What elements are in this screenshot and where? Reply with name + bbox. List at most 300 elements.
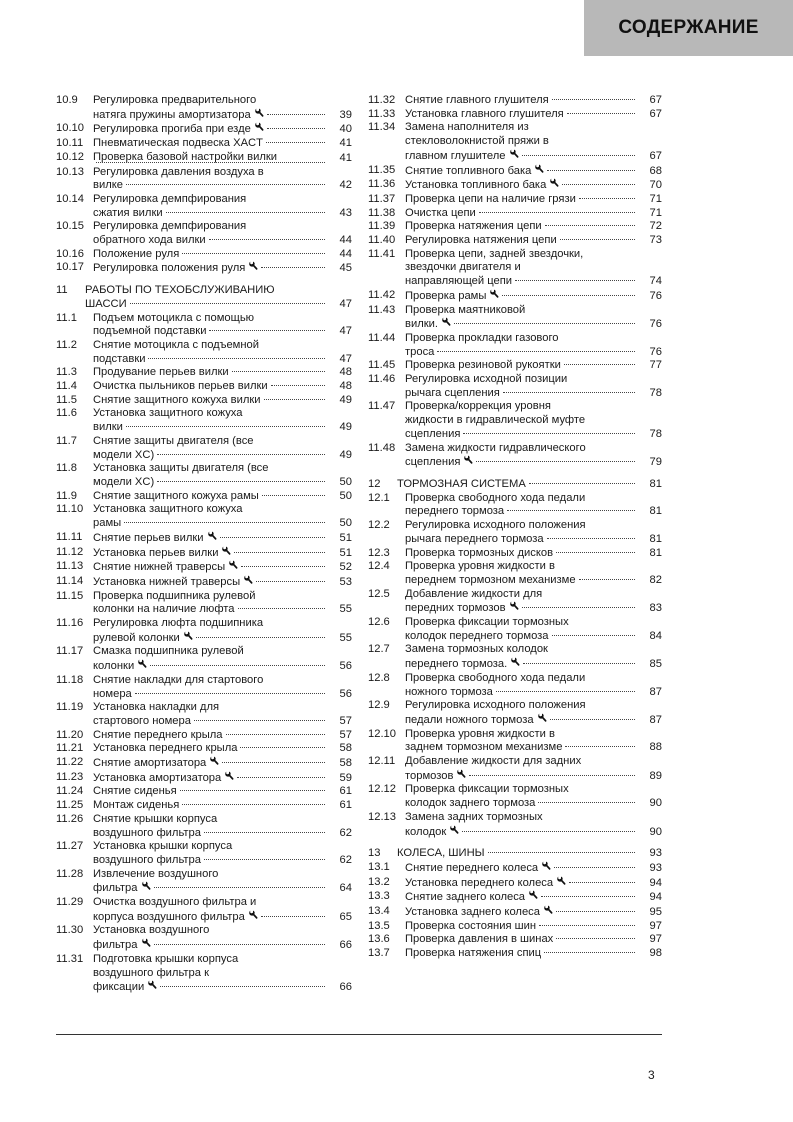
toc-entry-title-line: Регулировка предварительного xyxy=(93,94,257,106)
toc-entry-number: 11.46 xyxy=(368,373,396,386)
toc-entry[interactable] xyxy=(368,359,662,373)
toc-entry-title-line: Проверка подшипника рулевой xyxy=(93,589,256,602)
toc-entry-number: 13.5 xyxy=(368,919,390,932)
toc-entry[interactable] xyxy=(56,435,352,462)
dot-leader xyxy=(556,552,635,553)
toc-entry[interactable] xyxy=(56,674,352,701)
dot-leader xyxy=(560,239,635,240)
toc-entry[interactable] xyxy=(368,588,662,616)
toc-entry-number: 13.3 xyxy=(368,890,390,903)
toc-entry-title-line: вилке xyxy=(93,179,123,192)
toc-entry[interactable] xyxy=(56,151,352,166)
dot-leader xyxy=(522,155,635,156)
dot-leader xyxy=(488,852,635,853)
toc-entry-title-line: Установка амортизатора xyxy=(93,771,222,784)
toc-entry[interactable] xyxy=(368,672,662,699)
toc-entry-title-line: Проверка/коррекция уровня xyxy=(405,400,551,413)
toc-entry-title-line: Проверка цепи, задней звездочки, xyxy=(405,247,584,260)
toc-entry[interactable] xyxy=(56,590,352,617)
dot-leader xyxy=(267,128,325,129)
toc-entry-page: 53 xyxy=(339,575,352,588)
toc-entry-page: 81 xyxy=(649,546,662,559)
toc-entry[interactable] xyxy=(368,905,662,920)
toc-entry[interactable] xyxy=(56,840,352,867)
toc-entry[interactable] xyxy=(368,811,662,839)
toc-entry-number: 11.43 xyxy=(368,303,396,316)
toc-entry-page: 72 xyxy=(649,220,662,233)
toc-entry-number: 13.2 xyxy=(368,875,390,888)
toc-entry-title-line: Снятие защиты двигателя (все xyxy=(93,434,254,447)
dot-leader xyxy=(496,691,635,692)
toc-entry-number: 10.16 xyxy=(56,247,84,260)
toc-entry[interactable] xyxy=(56,490,352,504)
toc-entry-title-line: ШАССИ xyxy=(85,297,127,310)
toc-entry-number: 11.12 xyxy=(56,545,84,558)
header-tab xyxy=(584,0,793,56)
dot-leader xyxy=(515,280,635,281)
toc-entry[interactable] xyxy=(368,207,662,221)
toc-entry-number: 12.2 xyxy=(368,519,390,532)
toc-entry-page: 57 xyxy=(339,728,352,741)
toc-entry[interactable] xyxy=(56,868,352,896)
wrench-icon xyxy=(141,881,151,896)
toc-entry-number: 10.15 xyxy=(56,220,84,233)
toc-entry-page: 40 xyxy=(339,123,352,136)
toc-entry-title-line: Снятие перьев вилки xyxy=(93,531,204,544)
toc-entry-page: 61 xyxy=(339,799,352,812)
toc-entry-page: 77 xyxy=(649,359,662,372)
toc-entry[interactable] xyxy=(56,785,352,799)
toc-entry-number: 11.5 xyxy=(56,393,77,406)
toc-entry[interactable] xyxy=(368,234,662,248)
toc-entry-page: 94 xyxy=(649,891,662,904)
toc-entry-title-line: Регулировка исходного положения xyxy=(405,519,586,532)
dot-leader xyxy=(556,911,635,912)
toc-entry[interactable] xyxy=(56,771,352,786)
toc-entry-page: 44 xyxy=(339,247,352,260)
toc-entry-page: 78 xyxy=(649,386,662,399)
toc-entry-number: 11.4 xyxy=(56,380,77,393)
toc-entry-title-line: Замена задних тормозных xyxy=(405,810,543,823)
toc-entry[interactable] xyxy=(56,220,352,247)
toc-entry[interactable] xyxy=(56,701,352,728)
wrench-icon xyxy=(489,289,499,304)
toc-entry[interactable] xyxy=(56,617,352,645)
toc-entry-page: 90 xyxy=(649,797,662,810)
toc-entry-number: 11.9 xyxy=(56,489,77,502)
toc-entry-number: 11.47 xyxy=(368,400,396,413)
dot-leader xyxy=(130,303,325,304)
toc-entry-title-line: звездочки двигателя и xyxy=(405,261,521,274)
wrench-icon xyxy=(556,876,566,891)
toc-entry-title-line: Монтаж сиденья xyxy=(93,799,180,812)
toc-entry-page: 58 xyxy=(339,742,352,755)
toc-entry-title-line: Проверка цепи на наличие грязи xyxy=(405,192,576,205)
dot-leader xyxy=(554,867,635,868)
toc-entry-title-line: стартового номера xyxy=(93,714,191,727)
toc-entry-title-line: колодок переднего тормоза xyxy=(405,629,549,642)
dot-leader xyxy=(579,579,635,580)
toc-entry-page: 71 xyxy=(649,206,662,219)
toc-entry-page: 56 xyxy=(339,660,352,673)
toc-entry-page: 61 xyxy=(339,785,352,798)
toc-entry-number: 11.18 xyxy=(56,673,84,686)
dot-leader xyxy=(256,581,325,582)
toc-section-heading[interactable] xyxy=(56,284,352,311)
toc-entry-page: 82 xyxy=(649,573,662,586)
toc-entry[interactable] xyxy=(56,94,352,122)
toc-entry-title-line: Проверка свободного хода педали xyxy=(405,671,586,684)
toc-entry-title-line: Регулировка демпфирования xyxy=(93,192,247,205)
toc-entry[interactable] xyxy=(56,953,352,995)
dot-leader xyxy=(209,330,325,331)
toc-entry[interactable] xyxy=(368,861,662,876)
toc-entry-title-line: Проверка натяжения цепи xyxy=(405,220,542,233)
toc-entry-number: 13.7 xyxy=(368,947,390,960)
toc-entry[interactable] xyxy=(368,947,662,961)
toc-entry[interactable] xyxy=(368,108,662,122)
toc-entry[interactable] xyxy=(368,442,662,470)
toc-entry[interactable] xyxy=(368,920,662,934)
toc-entry-title-line: вилки xyxy=(93,421,123,434)
dot-leader xyxy=(209,239,325,240)
dot-leader xyxy=(544,952,635,953)
wrench-icon xyxy=(254,108,264,123)
toc-entry[interactable] xyxy=(368,121,662,163)
toc-entry[interactable] xyxy=(56,407,352,434)
wrench-icon xyxy=(254,122,264,137)
toc-entry[interactable] xyxy=(56,756,352,771)
toc-entry-number: 11.41 xyxy=(368,247,396,260)
toc-entry-page: 95 xyxy=(649,906,662,919)
toc-entry-page: 71 xyxy=(649,192,662,205)
wrench-icon xyxy=(549,178,559,193)
dot-leader xyxy=(196,637,325,638)
toc-entry-number: 11.23 xyxy=(56,770,84,783)
toc-entry-number: 11.31 xyxy=(56,952,84,965)
toc-entry-title-line: фильтра xyxy=(93,882,138,895)
toc-section-heading[interactable] xyxy=(368,847,662,861)
toc-entry[interactable] xyxy=(368,178,662,193)
toc-entry-title-line: Проверка фиксации тормозных xyxy=(405,616,569,629)
toc-entry-title-line: Снятие амортизатора xyxy=(93,757,207,770)
toc-entry[interactable] xyxy=(56,575,352,590)
toc-entry[interactable] xyxy=(368,373,662,400)
dot-leader xyxy=(502,295,635,296)
toc-entry-page: 50 xyxy=(339,489,352,502)
dot-leader xyxy=(160,986,325,987)
toc-entry-title-line: главном глушителе xyxy=(405,149,506,162)
toc-entry[interactable] xyxy=(56,896,352,924)
toc-entry-title-line: сцепления xyxy=(405,427,461,440)
toc-entry-page: 50 xyxy=(339,517,352,530)
toc-entry-title-line: фиксации xyxy=(93,981,145,994)
toc-entry[interactable] xyxy=(56,339,352,366)
toc-entry-number: 11.20 xyxy=(56,728,84,741)
toc-entry-number: 11.26 xyxy=(56,812,84,825)
toc-entry[interactable] xyxy=(56,645,352,673)
toc-entry-page: 51 xyxy=(339,546,352,559)
toc-entry-title-line: корпуса воздушного фильтра xyxy=(93,910,245,923)
toc-entry[interactable] xyxy=(368,876,662,891)
toc-entry-title-line: Снятие сиденья xyxy=(93,785,177,798)
dot-leader xyxy=(182,804,325,805)
toc-entry-title-line: Замена жидкости гидравлического xyxy=(405,441,586,454)
toc-entry-page: 49 xyxy=(339,393,352,406)
toc-entry[interactable] xyxy=(56,261,352,276)
toc-entry-title-line: Замена тормозных колодок xyxy=(405,643,548,656)
toc-entry-page: 81 xyxy=(649,477,662,490)
dot-leader xyxy=(262,495,325,496)
toc-entry[interactable] xyxy=(56,742,352,756)
toc-entry-number: 11.45 xyxy=(368,359,396,372)
toc-entry-page: 55 xyxy=(339,603,352,616)
toc-entry-title-line: Добавление жидкости для xyxy=(405,587,543,600)
toc-entry-page: 85 xyxy=(649,658,662,671)
toc-entry[interactable] xyxy=(368,783,662,810)
toc-entry[interactable] xyxy=(56,799,352,813)
toc-entry-title-line: воздушного фильтра к xyxy=(93,966,209,979)
toc-entry-title-line: Снятие переднего колеса xyxy=(405,861,539,874)
page-number: 3 xyxy=(648,1068,655,1082)
toc-entry-title-line: Снятие нижней траверсы xyxy=(93,561,226,574)
toc-entry-number: 12.5 xyxy=(368,587,390,600)
toc-entry-number: 10.13 xyxy=(56,165,84,178)
toc-entry[interactable] xyxy=(56,312,352,339)
toc-entry[interactable] xyxy=(56,924,352,952)
toc-entry-page: 49 xyxy=(339,421,352,434)
dot-leader xyxy=(538,802,635,803)
toc-entry-title-line: Регулировка давления воздуха в xyxy=(93,165,264,178)
toc-entry[interactable] xyxy=(56,394,352,408)
toc-entry-page: 93 xyxy=(649,861,662,874)
toc-entry-title-line: Проверка натяжения спиц xyxy=(405,947,542,960)
toc-entry[interactable] xyxy=(368,519,662,546)
toc-entry-page: 90 xyxy=(649,825,662,838)
toc-entry-title-line: КОЛЕСА, ШИНЫ xyxy=(397,847,485,860)
toc-entry-title-line: Снятие топливного бака xyxy=(405,164,532,177)
toc-entry[interactable] xyxy=(56,248,352,262)
toc-entry-page: 59 xyxy=(339,771,352,784)
toc-entry[interactable] xyxy=(56,380,352,394)
toc-entry-page: 43 xyxy=(339,206,352,219)
toc-section-heading[interactable] xyxy=(368,478,662,492)
dot-leader xyxy=(503,392,635,393)
toc-entry-title-line: Очистка цепи xyxy=(405,206,476,219)
toc-entry-page: 39 xyxy=(339,108,352,121)
toc-entry-page: 88 xyxy=(649,741,662,754)
toc-entry[interactable] xyxy=(368,193,662,207)
dot-leader xyxy=(564,364,635,365)
toc-entry-number: 11.16 xyxy=(56,617,84,630)
toc-entry[interactable] xyxy=(368,560,662,587)
toc-entry-title-line: Добавление жидкости для задних xyxy=(405,755,582,768)
toc-entry-number: 11.44 xyxy=(368,331,396,344)
toc-entry-page: 66 xyxy=(339,981,352,994)
dot-leader xyxy=(222,762,325,763)
toc-entry[interactable] xyxy=(56,546,352,561)
toc-entry-number: 11.34 xyxy=(368,121,396,134)
toc-entry[interactable] xyxy=(368,547,662,561)
toc-entry[interactable] xyxy=(56,166,352,193)
toc-entry-page: 89 xyxy=(649,769,662,782)
dot-leader xyxy=(476,461,635,462)
toc-entry-number: 11.8 xyxy=(56,462,77,475)
toc-entry-number: 11.6 xyxy=(56,407,77,420)
toc-entry-number: 11.38 xyxy=(368,206,396,219)
wrench-icon xyxy=(509,149,519,164)
dot-leader xyxy=(437,351,635,352)
toc-entry[interactable] xyxy=(368,933,662,947)
toc-entry[interactable] xyxy=(368,220,662,234)
wrench-icon xyxy=(528,890,538,905)
toc-entry-page: 51 xyxy=(339,531,352,544)
toc-entry-title-line: Положение руля xyxy=(93,247,180,260)
toc-entry-page: 55 xyxy=(339,631,352,644)
toc-entry-title-line: Снятие главного глушителя xyxy=(405,94,549,106)
toc-entry[interactable] xyxy=(368,699,662,727)
toc-entry-page: 73 xyxy=(649,234,662,247)
toc-entry-number: 11.3 xyxy=(56,366,77,379)
dot-leader xyxy=(182,253,325,254)
toc-entry-title-line: Продувание перьев вилки xyxy=(93,366,229,379)
toc-entry[interactable] xyxy=(368,332,662,359)
toc-entry-page: 93 xyxy=(649,847,662,860)
toc-entry[interactable] xyxy=(56,729,352,743)
toc-entry-number: 11.32 xyxy=(368,94,396,106)
toc-entry-page: 67 xyxy=(649,94,662,106)
toc-entry-title-line: ТОРМОЗНАЯ СИСТЕМА xyxy=(397,477,526,490)
toc-entry-page: 65 xyxy=(339,910,352,923)
toc-entry[interactable] xyxy=(56,193,352,220)
toc-entry[interactable] xyxy=(368,643,662,671)
toc-entry-title-line: колодок заднего тормоза xyxy=(405,797,536,810)
toc-entry[interactable] xyxy=(368,94,662,108)
toc-entry-number: 10.14 xyxy=(56,192,84,205)
toc-entry[interactable] xyxy=(56,462,352,489)
toc-entry[interactable] xyxy=(368,164,662,179)
toc-entry[interactable] xyxy=(56,560,352,575)
dot-leader xyxy=(547,538,635,539)
toc-entry-page: 76 xyxy=(649,318,662,331)
toc-entry-page: 87 xyxy=(649,713,662,726)
dot-leader xyxy=(204,859,325,860)
toc-entry-number: 12.13 xyxy=(368,810,396,823)
toc-entry-page: 68 xyxy=(649,164,662,177)
toc-entry[interactable] xyxy=(56,531,352,546)
toc-entry-title-line: Очистка пыльников перьев вилки xyxy=(93,380,268,393)
toc-entry[interactable] xyxy=(368,728,662,755)
toc-entry[interactable] xyxy=(368,492,662,519)
toc-entry-page: 98 xyxy=(649,947,662,960)
dot-leader xyxy=(522,607,635,608)
toc-entry-number: 11.48 xyxy=(368,441,396,454)
toc-entry[interactable] xyxy=(368,248,662,289)
toc-entry-number: 11.2 xyxy=(56,338,77,351)
toc-entry-number: 12.3 xyxy=(368,546,390,559)
toc-entry[interactable] xyxy=(56,137,352,151)
toc-entry-title-line: модели XC) xyxy=(93,475,155,488)
toc-entry-title-line: воздушного фильтра xyxy=(93,826,201,839)
toc-entry-title-line: Установка воздушного xyxy=(93,924,210,937)
toc-entry-number: 11.28 xyxy=(56,867,84,880)
toc-entry-page: 97 xyxy=(649,919,662,932)
toc-entry[interactable] xyxy=(368,755,662,783)
toc-entry-page: 45 xyxy=(339,262,352,275)
toc-entry-page: 44 xyxy=(339,234,352,247)
toc-entry-title-line: Пневматическая подвеска XACT xyxy=(93,137,263,150)
toc-entry-title-line: рычага сцепления xyxy=(405,386,500,399)
dot-leader xyxy=(237,777,325,778)
toc-entry-page: 97 xyxy=(649,933,662,946)
toc-entry-number: 11.39 xyxy=(368,220,396,233)
dot-leader xyxy=(462,831,635,832)
toc-entry[interactable] xyxy=(368,304,662,332)
wrench-icon xyxy=(534,164,544,179)
dot-leader xyxy=(539,925,635,926)
toc-entry-title-line: Подъем мотоцикла с помощью xyxy=(93,311,255,324)
toc-entry-title-line: Снятие заднего колеса xyxy=(405,891,526,904)
toc-entry[interactable] xyxy=(368,400,662,441)
toc-entry-number: 13.6 xyxy=(368,933,390,946)
wrench-icon xyxy=(441,317,451,332)
toc-entry[interactable] xyxy=(56,503,352,530)
wrench-icon xyxy=(510,657,520,672)
dot-leader xyxy=(545,225,635,226)
toc-entry-title-line: подставки xyxy=(93,352,146,365)
wrench-icon xyxy=(537,713,547,728)
toc-entry[interactable] xyxy=(56,122,352,137)
toc-entry-title-line: Проверка фиксации тормозных xyxy=(405,783,569,796)
toc-entry-page: 67 xyxy=(649,149,662,162)
toc-entry-number: 11.29 xyxy=(56,896,84,909)
toc-entry-page: 47 xyxy=(339,297,352,310)
toc-entry[interactable] xyxy=(56,813,352,840)
toc-entry-title-line: Установка крышки корпуса xyxy=(93,840,233,853)
toc-entry-title-line: Установка переднего колеса xyxy=(405,876,554,889)
wrench-icon xyxy=(243,575,253,590)
dot-leader xyxy=(264,399,326,400)
toc-entry-title-line: колонки xyxy=(93,660,135,673)
toc-entry-title-line: Установка нижней траверсы xyxy=(93,575,241,588)
toc-entry-title-line: Регулировка демпфирования xyxy=(93,220,247,233)
toc-entry-title-line: Проверка рамы xyxy=(405,289,487,302)
toc-entry-number: 11.27 xyxy=(56,840,84,853)
toc-entry-number: 11.1 xyxy=(56,311,77,324)
footer-rule xyxy=(56,1034,662,1035)
toc-entry[interactable] xyxy=(368,616,662,643)
dot-leader xyxy=(157,481,325,482)
toc-entry-title-line: Установка топливного бака xyxy=(405,179,547,192)
dot-leader xyxy=(238,608,326,609)
toc-entry-title-line: обратного хода вилки xyxy=(93,234,206,247)
toc-entry-title-line: Установка защиты двигателя (все xyxy=(93,462,269,475)
dot-leader xyxy=(204,832,325,833)
toc-entry-title-line: Снятие переднего крыла xyxy=(93,728,223,741)
section-gap xyxy=(368,470,662,478)
dot-leader xyxy=(567,113,635,114)
dot-leader xyxy=(271,385,325,386)
dot-leader xyxy=(463,433,635,434)
toc-entry-title-line: Проверка уровня жидкости в xyxy=(405,560,555,573)
toc-entry[interactable] xyxy=(368,890,662,905)
toc-entry[interactable] xyxy=(56,366,352,380)
toc-entry[interactable] xyxy=(368,289,662,304)
toc-entry-title-line: Установка защитного кожуха xyxy=(93,503,243,516)
dot-leader xyxy=(579,198,635,199)
toc-entry-number: 13.4 xyxy=(368,905,390,918)
toc-entry-title-line: троса xyxy=(405,345,435,358)
